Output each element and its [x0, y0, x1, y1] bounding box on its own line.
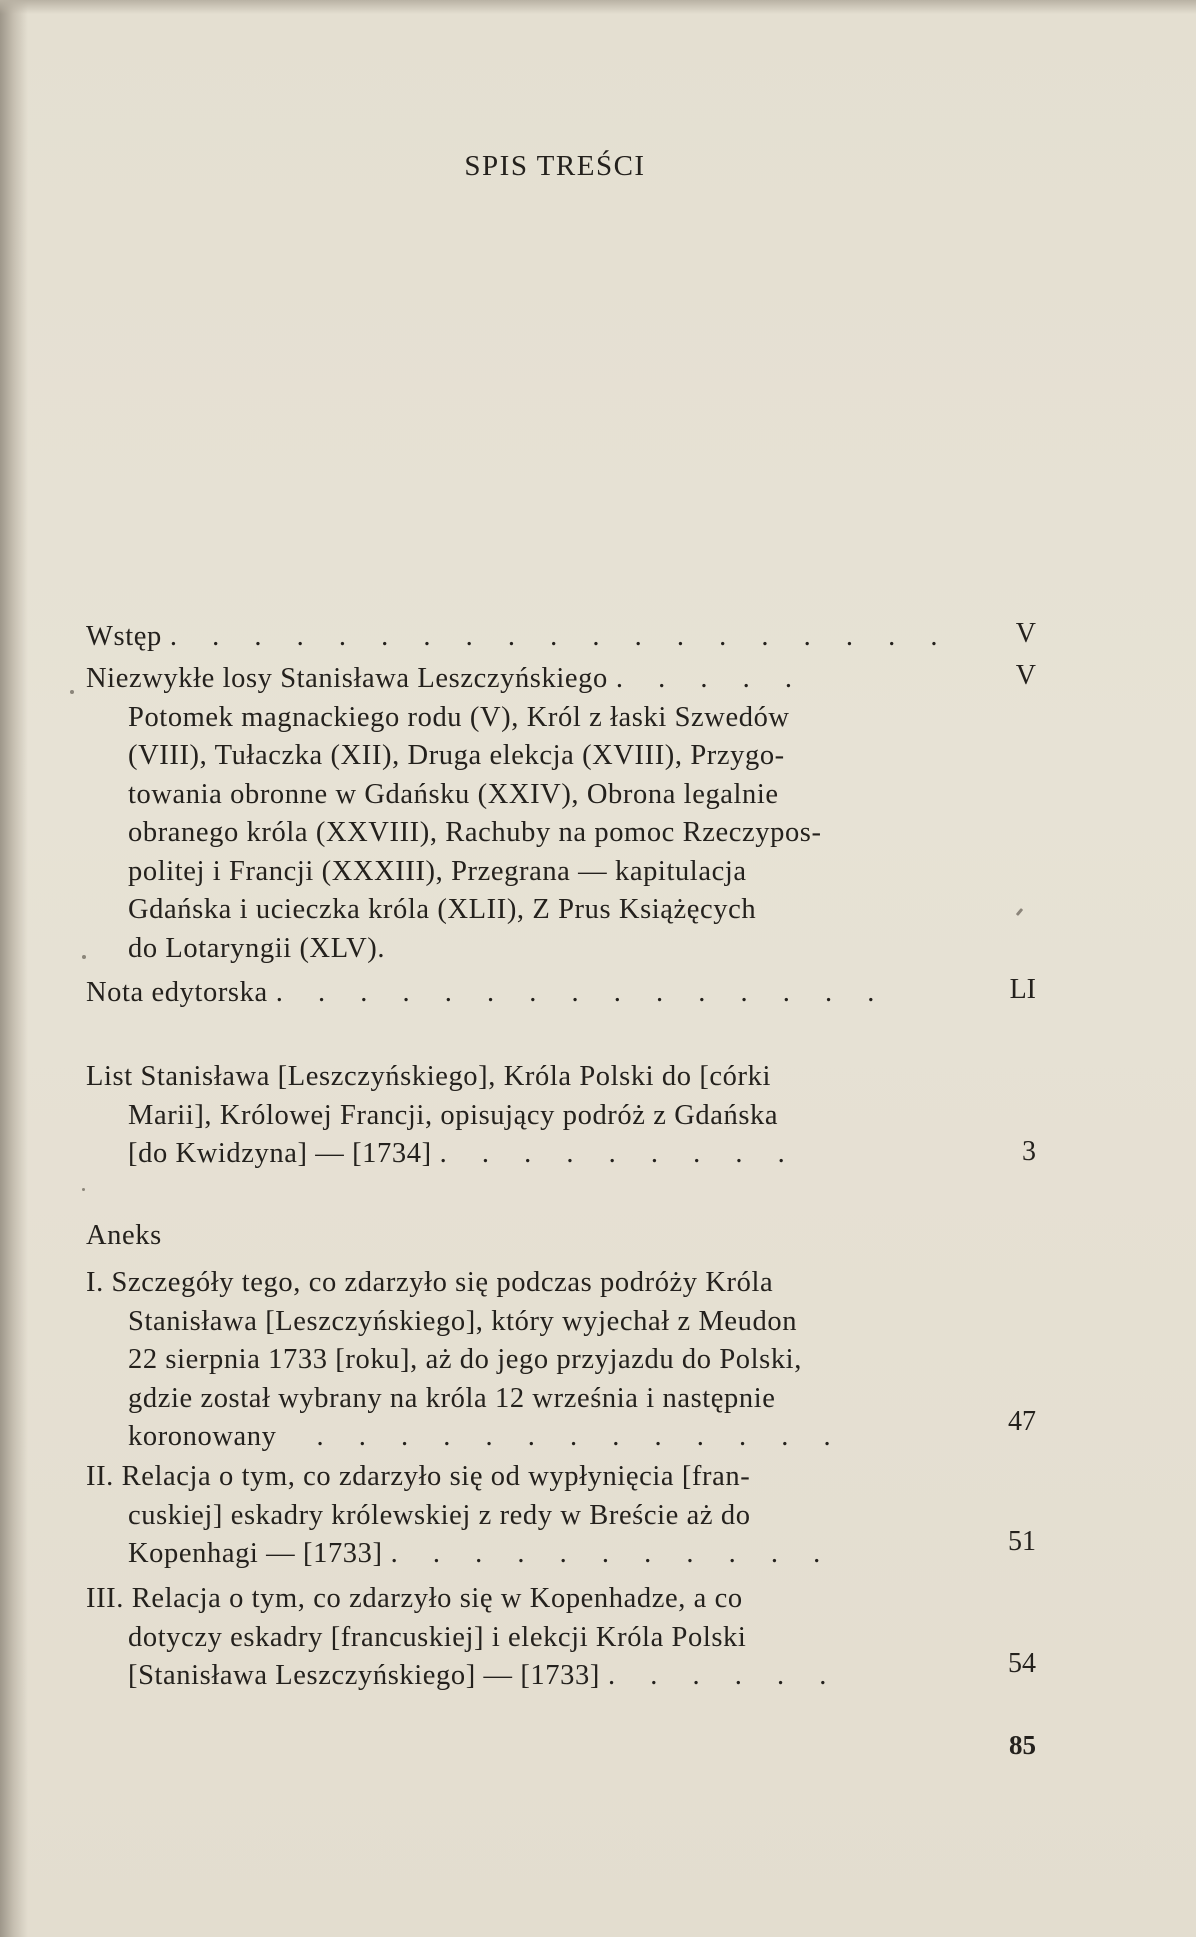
toc-line: II. Relacja o tym, co zdarzyło się od wypłynięcia [fran-	[86, 1461, 751, 1492]
leader-dots: . . . . .	[615, 663, 806, 694]
leader-dots: . . . . . . . . . . . . . . .	[275, 977, 889, 1008]
toc-page-number: LI	[1009, 974, 1036, 1005]
folio-page-number: 85	[1009, 1730, 1036, 1760]
section-label-aneks: Aneks	[86, 1220, 162, 1251]
toc-entry-niezwykle-losy	[86, 660, 954, 968]
toc-line: cuskiej] eskadry królewskiej z redy w Breście aż do	[128, 1499, 751, 1531]
toc-entry-nota	[86, 974, 954, 1013]
toc-sub-line: (VIII), Tułaczka (XII), Druga elekcja (XVIII), Przygo-	[128, 740, 785, 771]
toc-entry-aneks-i	[86, 1264, 954, 1457]
toc-line: gdzie został wybrany na króla 12 września i następnie	[128, 1382, 776, 1414]
toc-entry-label: Nota edytorska	[86, 977, 268, 1008]
toc-line: 22 sierpnia 1733 [roku], aż do jego przyjazdu do Polski,	[128, 1344, 802, 1375]
toc-line: [Stanisława Leszczyńskiego] — [1733]	[128, 1660, 600, 1691]
toc-page-number: V	[1015, 618, 1036, 649]
toc-entry-label: Niezwykłe losy Stanisława Leszczyńskiego	[86, 663, 608, 694]
toc-line: dotyczy eskadry [francuskiej] i elekcji Króla Polski	[128, 1621, 747, 1653]
page-title: SPIS TREŚCI	[464, 150, 646, 182]
toc-line: [do Kwidzyna] — [1734]	[128, 1138, 432, 1169]
toc-page-number: 47	[1008, 1406, 1036, 1437]
toc-entry-aneks-ii	[86, 1458, 954, 1574]
toc-entry-wstep	[86, 618, 954, 657]
toc-sub-line: Gdańska i ucieczka króla (XLII), Z Prus Książęcych	[128, 894, 757, 925]
toc-sub-line: obranego króla (XXVIII), Rachuby na pomoc Rzeczypos-	[128, 817, 822, 848]
leader-dots: . . . . . . . . .	[439, 1138, 799, 1169]
leader-dots: . . . . . .	[607, 1660, 841, 1691]
paper-speck	[82, 1188, 85, 1191]
paper-speck	[82, 955, 86, 959]
toc-line: III. Relacja o tym, co zdarzyło się w Kopenhadze, a co	[86, 1583, 743, 1614]
leader-dots: . . . . . . . . . . . . .	[316, 1421, 845, 1452]
toc-line: Stanisława [Leszczyńskiego], który wyjechał z Meudon	[128, 1305, 798, 1337]
toc-entry-list	[86, 1058, 954, 1174]
top-shadow	[0, 0, 1196, 14]
toc-page-number: 3	[1022, 1136, 1036, 1167]
toc-page-number: 51	[1008, 1526, 1036, 1557]
toc-entry-aneks-iii	[86, 1580, 954, 1696]
paper-speck	[70, 690, 74, 694]
toc-line: Marii], Królowej Francji, opisujący podróż z Gdańska	[128, 1099, 779, 1131]
toc-sub-line: politej i Francji (XXXIII), Przegrana — kapitulacja	[128, 855, 747, 887]
toc-sub-line: towania obronne w Gdańsku (XXIV), Obrona legalnie	[128, 778, 779, 810]
leader-dots: . . . . . . . . . . .	[390, 1538, 835, 1569]
toc-line: I. Szczegóły tego, co zdarzyło się podczas podróży Króla	[86, 1267, 774, 1298]
toc-sub-line: Potomek magnackiego rodu (V), Król z łaski Szwedów	[128, 701, 790, 733]
leader-dots: . . . . . . . . . . . . . . . . . . .	[169, 621, 952, 652]
toc-line: List Stanisława [Leszczyńskiego], Króla Polski do [córki	[86, 1061, 771, 1092]
toc-page-number: 54	[1008, 1648, 1036, 1679]
toc-line: Kopenhagi — [1733]	[128, 1538, 383, 1569]
toc-line: koronowany	[128, 1421, 277, 1452]
spine-shadow	[0, 0, 28, 1937]
toc-entry-label: Wstęp	[86, 621, 162, 652]
toc-page-number: V	[1015, 660, 1036, 691]
paper-speck	[1016, 908, 1023, 916]
toc-sub-line: do Lotaryngii (XLV).	[128, 932, 386, 964]
